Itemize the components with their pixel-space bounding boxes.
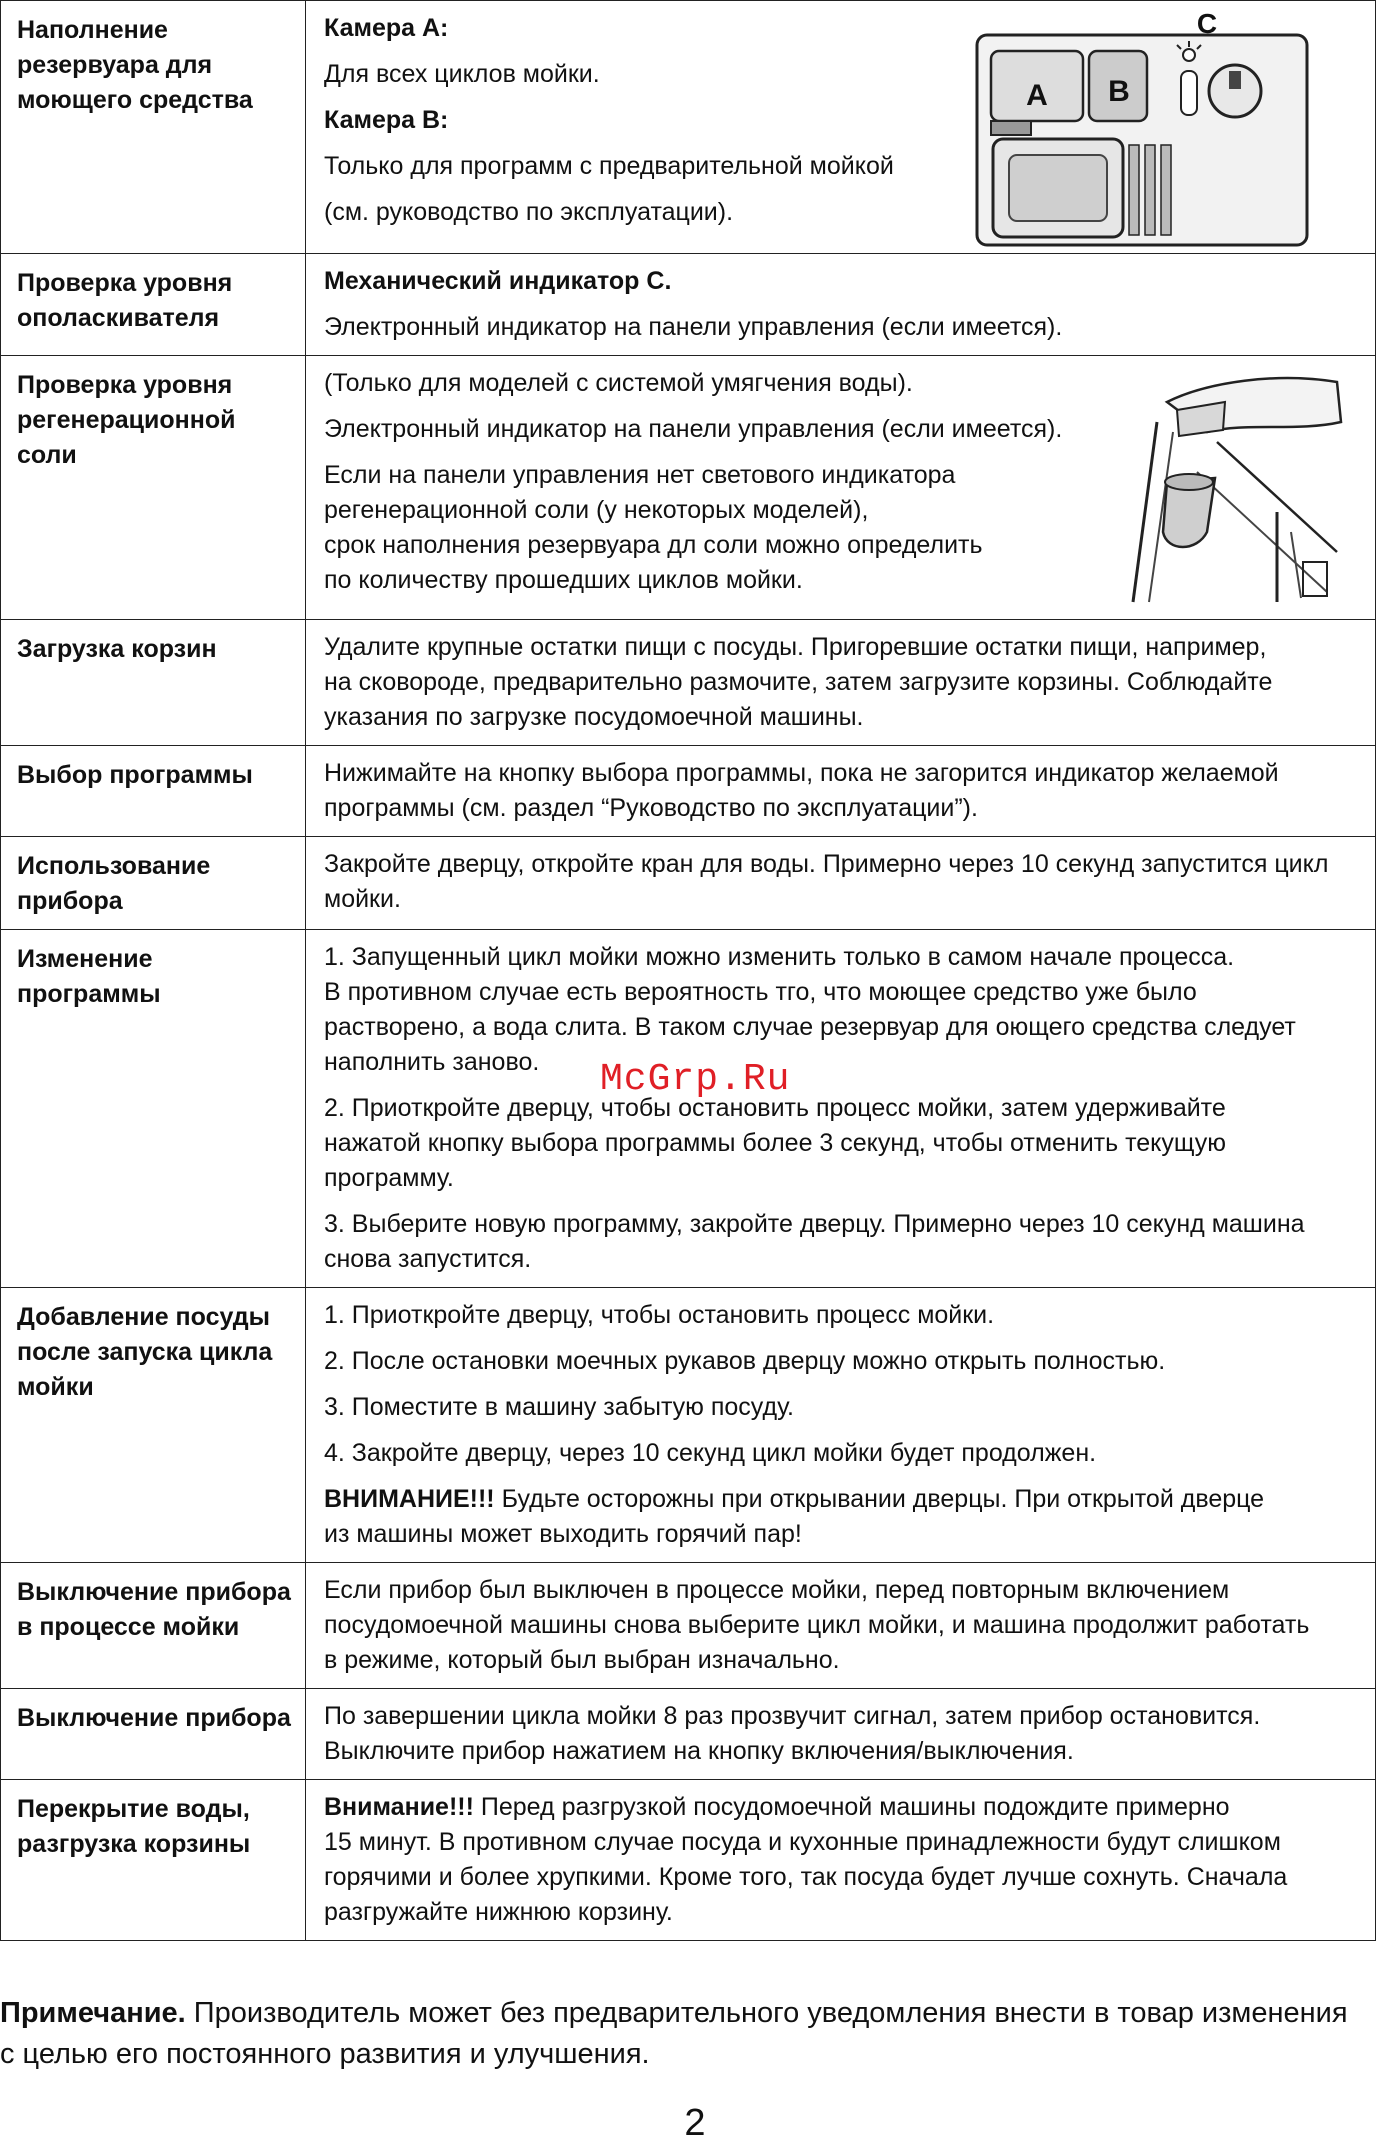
label-a: A	[1026, 79, 1048, 112]
row-label: Перекрытие воды, разгрузка корзины	[1, 1780, 306, 1941]
row-label: Использование прибора	[1, 837, 306, 930]
paragraph	[324, 1573, 1359, 1678]
label-b: B	[1108, 75, 1130, 108]
body-text: Нижимайте на кнопку выбора программы, пока не загорится индикатор желаемой программы (см. раздел “Руководство по эксплуатации”).	[324, 759, 1279, 822]
body-text: 2. Приоткройте дверцу, чтобы остановить процесс мойки, затем удерживайте нажатой кнопку выбора программы более 3 секунд, чтобы отменить текущую программу.	[324, 1094, 1226, 1192]
bold-text: Камера В:	[324, 106, 449, 134]
body-text: (Только для моделей с системой умягчения воды).	[324, 369, 913, 397]
page-number: 2	[684, 2102, 706, 2144]
paragraph	[324, 1390, 1359, 1425]
body-text: Электронный индикатор на панели управления (если имеется).	[324, 415, 1063, 443]
row-content	[306, 356, 1376, 620]
body-text: 3. Поместите в машину забытую посуду.	[324, 1393, 795, 1421]
paragraph	[324, 264, 1359, 299]
table-row	[1, 746, 1376, 837]
paragraph	[324, 310, 1359, 345]
row-content	[306, 1780, 1376, 1941]
paragraph	[324, 1790, 1359, 1930]
row-content	[306, 930, 1376, 1288]
footnote-label: Примечание.	[0, 1997, 186, 2029]
body-text: По завершении цикла мойки 8 раз прозвучит сигнал, затем прибор остановится. Выключите прибор нажатием на кнопку включения/выключения.	[324, 1702, 1261, 1765]
table-row	[1, 1563, 1376, 1689]
paragraph	[324, 940, 1359, 1080]
row-content	[306, 1, 1376, 254]
bold-text: ВНИМАНИЕ!!!	[324, 1485, 495, 1513]
row-label: Изменение программы	[1, 930, 306, 1288]
table-row	[1, 254, 1376, 356]
table-row	[1, 930, 1376, 1288]
detergent-dispenser-illustration	[973, 11, 1313, 249]
row-content	[306, 837, 1376, 930]
row-label: Наполнение резервуара для моющего средства	[1, 1, 306, 254]
body-text: 1. Приоткройте дверцу, чтобы остановить процесс мойки.	[324, 1301, 995, 1329]
row-label: Проверка уровня регенерационной соли	[1, 356, 306, 620]
row-content	[306, 746, 1376, 837]
watermark: McGrp.Ru	[600, 1058, 791, 1101]
body-text: 3. Выберите новую программу, закройте дверцу. Примерно через 10 секунд машина снова запустится.	[324, 1210, 1305, 1273]
body-text: Электронный индикатор на панели управления (если имеется).	[324, 313, 1063, 341]
table-row	[1, 1689, 1376, 1780]
paragraph	[324, 1091, 1359, 1196]
row-label: Проверка уровня ополаскивателя	[1, 254, 306, 356]
label-c: C	[1196, 11, 1218, 39]
body-text: Если на панели управления нет светового индикатора регенерационной соли (у некоторых моделей), срок наполнения резервуара дл соли можно определить по количеству прошедших циклов мойки.	[324, 461, 983, 594]
body-text: 4. Закройте дверцу, через 10 секунд цикл мойки будет продолжен.	[324, 1439, 1097, 1467]
paragraph	[324, 847, 1359, 917]
paragraph	[324, 1298, 1359, 1333]
bold-text: Камера А:	[324, 14, 449, 42]
table-row	[1, 1780, 1376, 1941]
row-label: Выключение прибора в процессе мойки	[1, 1563, 306, 1689]
paragraph	[324, 1344, 1359, 1379]
row-label: Добавление посуды после запуска цикла мойки	[1, 1288, 306, 1563]
paragraph	[324, 756, 1359, 826]
body-text: Удалите крупные остатки пищи с посуды. Пригоревшие остатки пищи, например, на сковороде, предварительно размочите, затем загрузите корзины. Соблюдайте указания по загрузке посудомоечной машины.	[324, 633, 1273, 731]
body-text: Только для программ с предварительной мойкой	[324, 152, 894, 180]
table-row	[1, 356, 1376, 620]
table-row	[1, 1288, 1376, 1563]
paragraph	[324, 1207, 1359, 1277]
row-label: Загрузка корзин	[1, 620, 306, 746]
body-text: (см. руководство по эксплуатации).	[324, 198, 734, 226]
footnote-text: Производитель может без предварительного уведомления внести в товар изменения с целью его постоянного развития и улучшения.	[0, 1997, 1348, 2070]
salt-refill-illustration	[1127, 362, 1351, 614]
body-text: 1. Запущенный цикл мойки можно изменить только в самом начале процесса. В противном случае есть вероятность тго, что моющее средство уже было растворено, а вода слита. В таком случае резервуар для оющего средства следует наполнить заново.	[324, 943, 1296, 1076]
table-row	[1, 1, 1376, 254]
paragraph	[324, 1699, 1359, 1769]
paragraph	[324, 1436, 1359, 1471]
bold-text: Внимание!!!	[324, 1793, 474, 1821]
body-text: Для всех циклов мойки.	[324, 60, 600, 88]
body-text: Закройте дверцу, откройте кран для воды. Примерно через 10 секунд запустится цикл мойки.	[324, 850, 1329, 913]
footnote	[0, 1993, 1390, 2075]
table-row	[1, 837, 1376, 930]
row-content	[306, 1689, 1376, 1780]
body-text: Если прибор был выключен в процессе мойки, перед повторным включением посудомоечной машины снова выберите цикл мойки, и машина продолжит работать в режиме, который был выбран изначально.	[324, 1576, 1310, 1674]
body-text: 2. После остановки моечных рукавов дверцу можно открыть полностью.	[324, 1347, 1166, 1375]
row-content	[306, 1563, 1376, 1689]
row-content	[306, 620, 1376, 746]
row-label: Выбор программы	[1, 746, 306, 837]
row-content	[306, 254, 1376, 356]
row-content	[306, 1288, 1376, 1563]
paragraph	[324, 630, 1359, 735]
body-text: Будьте осторожны при открывании дверцы. При открытой дверце из машины может выходить горячий пар!	[324, 1485, 1265, 1548]
body-text: Перед разгрузкой посудомоечной машины подождите примерно 15 минут. В противном случае посуда и кухонные принадлежности будут слишком горячими и более хрупкими. Кроме того, так посуда будет лучше сохнуть. Сначала разгружайте нижнюю корзину.	[324, 1793, 1288, 1926]
table-row	[1, 620, 1376, 746]
paragraph	[324, 1482, 1359, 1552]
row-label: Выключение прибора	[1, 1689, 306, 1780]
bold-text: Механический индикатор С.	[324, 267, 672, 295]
